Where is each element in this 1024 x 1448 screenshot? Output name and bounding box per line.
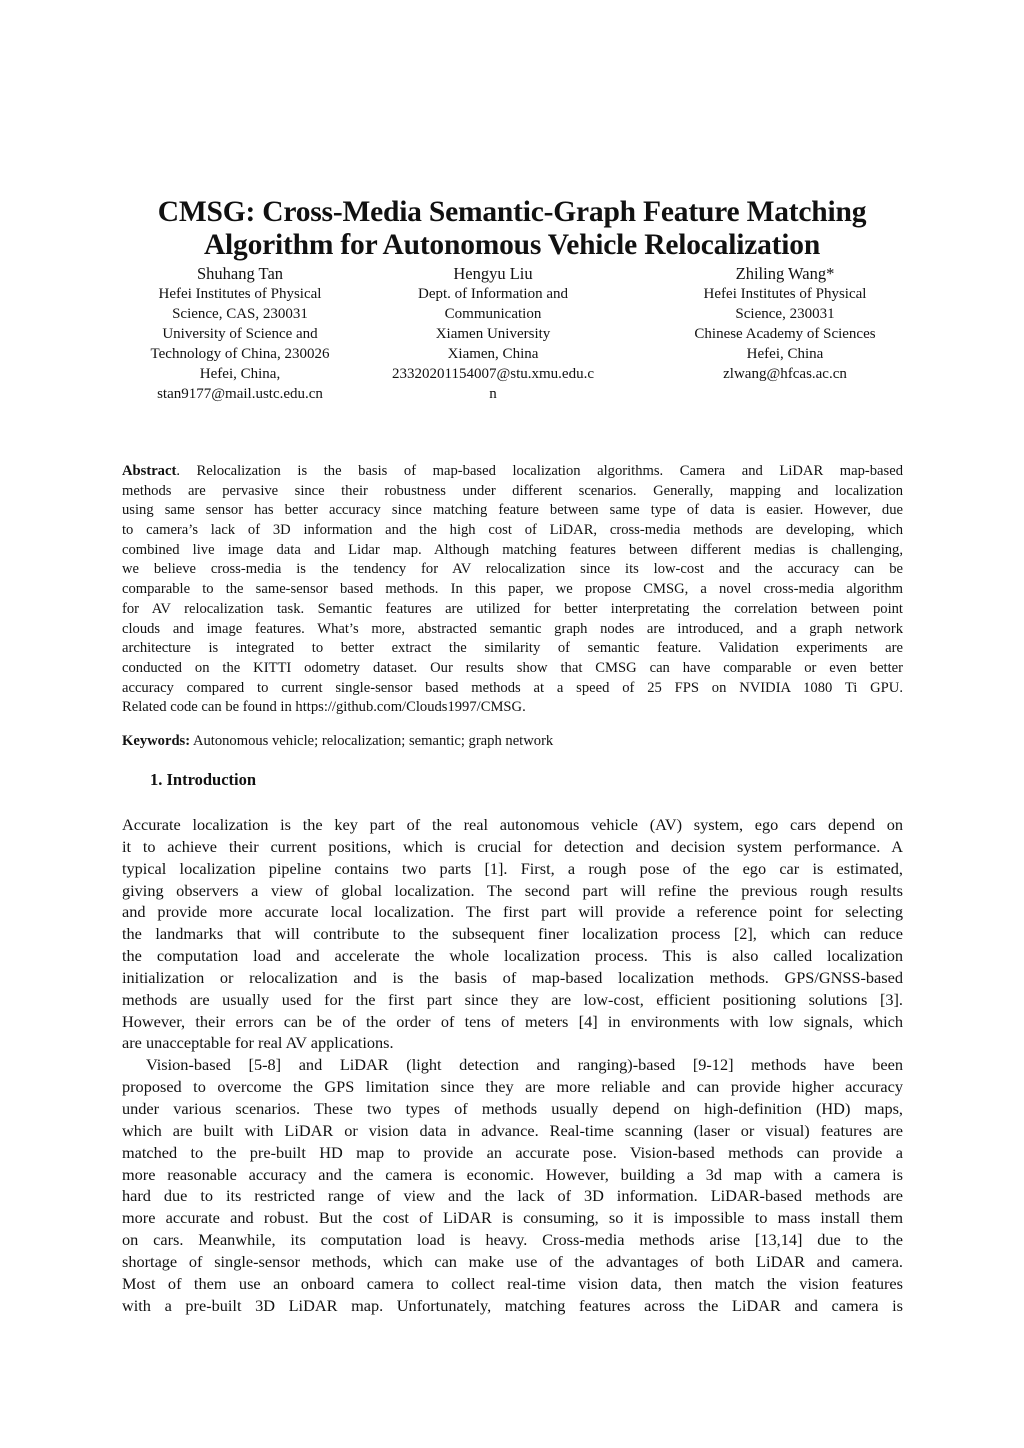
abstract-line: methods are pervasive since their robustness under different scenarios. Generally, mapping and localization <box>122 482 903 499</box>
keywords-label: Keywords: <box>122 733 191 749</box>
body-line: matched to the pre-built HD map to provide an accurate pose. Vision-based methods can provide a <box>122 1142 903 1162</box>
abstract-line: architecture is integrated to better extract the similarity of semantic feature. Validation experiments are <box>122 640 903 657</box>
author-1 <box>130 263 350 404</box>
body-line: initialization or relocalization and is the basis of map-based localization methods. GPS/GNSS-based <box>122 967 903 987</box>
keywords-text: Autonomous vehicle; relocalization; semantic; graph network <box>190 733 554 749</box>
title-line: CMSG: Cross-Media Semantic-Graph Feature Matching <box>157 196 867 228</box>
affiliation-line: Hefei, China, <box>199 366 281 382</box>
affiliation-line: Science, 230031 <box>735 306 835 322</box>
abstract-line: comparable to the same-sensor based methods. In this paper, we propose CMSG, a novel cross-media algorithm <box>122 581 903 598</box>
body-line: methods are usually used for the first part since they are low-cost, efficient positioning solutions [3]. <box>122 989 903 1009</box>
body-line: it to achieve their current positions, which is crucial for detection and decision system performance. A <box>122 836 903 856</box>
affiliation-line: Dept. of Information and <box>418 286 568 302</box>
body-line: more accurate and robust. But the cost of LiDAR is consuming, so it is impossible to mass install them <box>122 1208 903 1228</box>
body-line: Accurate localization is the key part of the real autonomous vehicle (AV) system, ego cars depend on <box>122 815 903 834</box>
abstract <box>122 462 903 718</box>
abstract-line: accuracy compared to current single-sensor based methods at a speed of 25 FPS on NVIDIA 1080 Ti GPU. <box>122 679 903 696</box>
body-line: proposed to overcome the GPS limitation since they are more reliable and can provide higher accuracy <box>122 1077 903 1097</box>
body-line: more reasonable accuracy and the camera is economic. However, building a 3d map with a camera is <box>122 1164 903 1184</box>
body-line: on cars. Meanwhile, its computation load is heavy. Cross-media methods arise [13,14] due to the <box>122 1230 903 1250</box>
affiliation-line: Technology of China, 230026 <box>150 346 330 362</box>
author-name: Hengyu Liu <box>453 264 533 283</box>
affiliation-line: Xiamen University <box>435 326 551 342</box>
abstract-line: conducted on the KITTI odometry dataset. Our results show that CMSG can have comparable or even better <box>122 659 903 676</box>
abstract-line: to camera’s lack of 3D information and the high cost of LiDAR, cross-media methods are developing, which <box>122 522 903 539</box>
author-2 <box>368 263 618 404</box>
body-line: shortage of single-sensor methods, which can make use of the advantages of both LiDAR and camera. <box>122 1251 903 1271</box>
author-name: Shuhang Tan <box>196 264 284 283</box>
affiliation-line: Xiamen, China <box>447 346 539 362</box>
abstract-line: using same sensor has better accuracy since matching feature between same type of data is easier. However, due <box>122 502 903 519</box>
author-email-continued: n <box>489 386 497 402</box>
body-line: the landmarks that will contribute to the subsequent finer localization process [2], which can reduce <box>122 924 903 944</box>
body-line: under various scenarios. These two types of methods usually depend on high-definition (HD) maps, <box>122 1098 903 1118</box>
author-name: Zhiling Wang* <box>735 264 835 283</box>
affiliation-line: Communication <box>444 306 542 322</box>
body-line: which are built with LiDAR or vision data in advance. Real-time scanning (laser or visual) features are <box>122 1120 903 1140</box>
body-line: Most of them use an onboard camera to collect real-time vision data, then match the vision features <box>122 1273 903 1293</box>
body-line: are unacceptable for real AV applications. <box>122 1033 394 1053</box>
abstract-line: Related code can be found in https://github.com/Clouds1997/CMSG. <box>122 699 526 716</box>
author-email: 23320201154007@stu.xmu.edu.c <box>392 366 594 382</box>
keywords <box>122 731 903 751</box>
affiliation-line: Hefei Institutes of Physical <box>158 286 322 302</box>
author-3 <box>670 263 900 384</box>
abstract-label: Abstract <box>122 463 177 479</box>
abstract-line: Abstract. Relocalization is the basis of map-based localization algorithms. Camera and LiDAR map-based <box>122 463 903 479</box>
introduction-body <box>122 814 903 1316</box>
body-line: Vision-based [5-8] and LiDAR (light detection and ranging)-based [9-12] methods have been <box>146 1055 903 1075</box>
affiliation-line: Chinese Academy of Sciences <box>694 326 876 342</box>
abstract-line: combined live image data and Lidar map. Although matching features between different medias is challenging, <box>122 541 903 558</box>
abstract-line: for AV relocalization task. Semantic features are utilized for better interpretating the correlation between point <box>122 600 903 617</box>
title-line: Algorithm for Autonomous Vehicle Relocalization <box>203 229 821 261</box>
affiliation-line: University of Science and <box>162 326 318 342</box>
body-line: and provide more accurate local localization. The first part will provide a reference point for selecting <box>122 902 903 922</box>
body-line: hard due to its restricted range of view and the lack of 3D information. LiDAR-based methods are <box>122 1186 903 1206</box>
affiliation-line: Hefei, China <box>746 346 824 362</box>
body-line: giving observers a view of global localization. The second part will refine the previous rough results <box>122 880 903 900</box>
affiliation-line: Science, CAS, 230031 <box>172 306 308 322</box>
author-email: zlwang@hfcas.ac.cn <box>723 366 847 382</box>
body-line: with a pre-built 3D LiDAR map. Unfortunately, matching features across the LiDAR and camera is <box>122 1295 903 1315</box>
body-line: typical localization pipeline contains two parts [1]. First, a rough pose of the ego car is estimated, <box>122 858 903 878</box>
abstract-line: clouds and image features. What’s more, abstracted semantic graph nodes are introduced, and a graph network <box>122 620 903 637</box>
affiliation-line: Hefei Institutes of Physical <box>703 286 867 302</box>
author-email: stan9177@mail.ustc.edu.cn <box>157 386 323 402</box>
section-heading: 1. Introduction <box>150 770 257 789</box>
abstract-line: we believe cross-media is the tendency for AV relocalization since its low-cost and the accuracy can be <box>122 561 903 578</box>
body-line: However, their errors can be of the order of tens of meters [4] in environments with low signals, which <box>122 1011 903 1031</box>
paper-title <box>0 196 1024 262</box>
body-line: the computation load and accelerate the whole localization process. This is also called localization <box>122 946 903 966</box>
